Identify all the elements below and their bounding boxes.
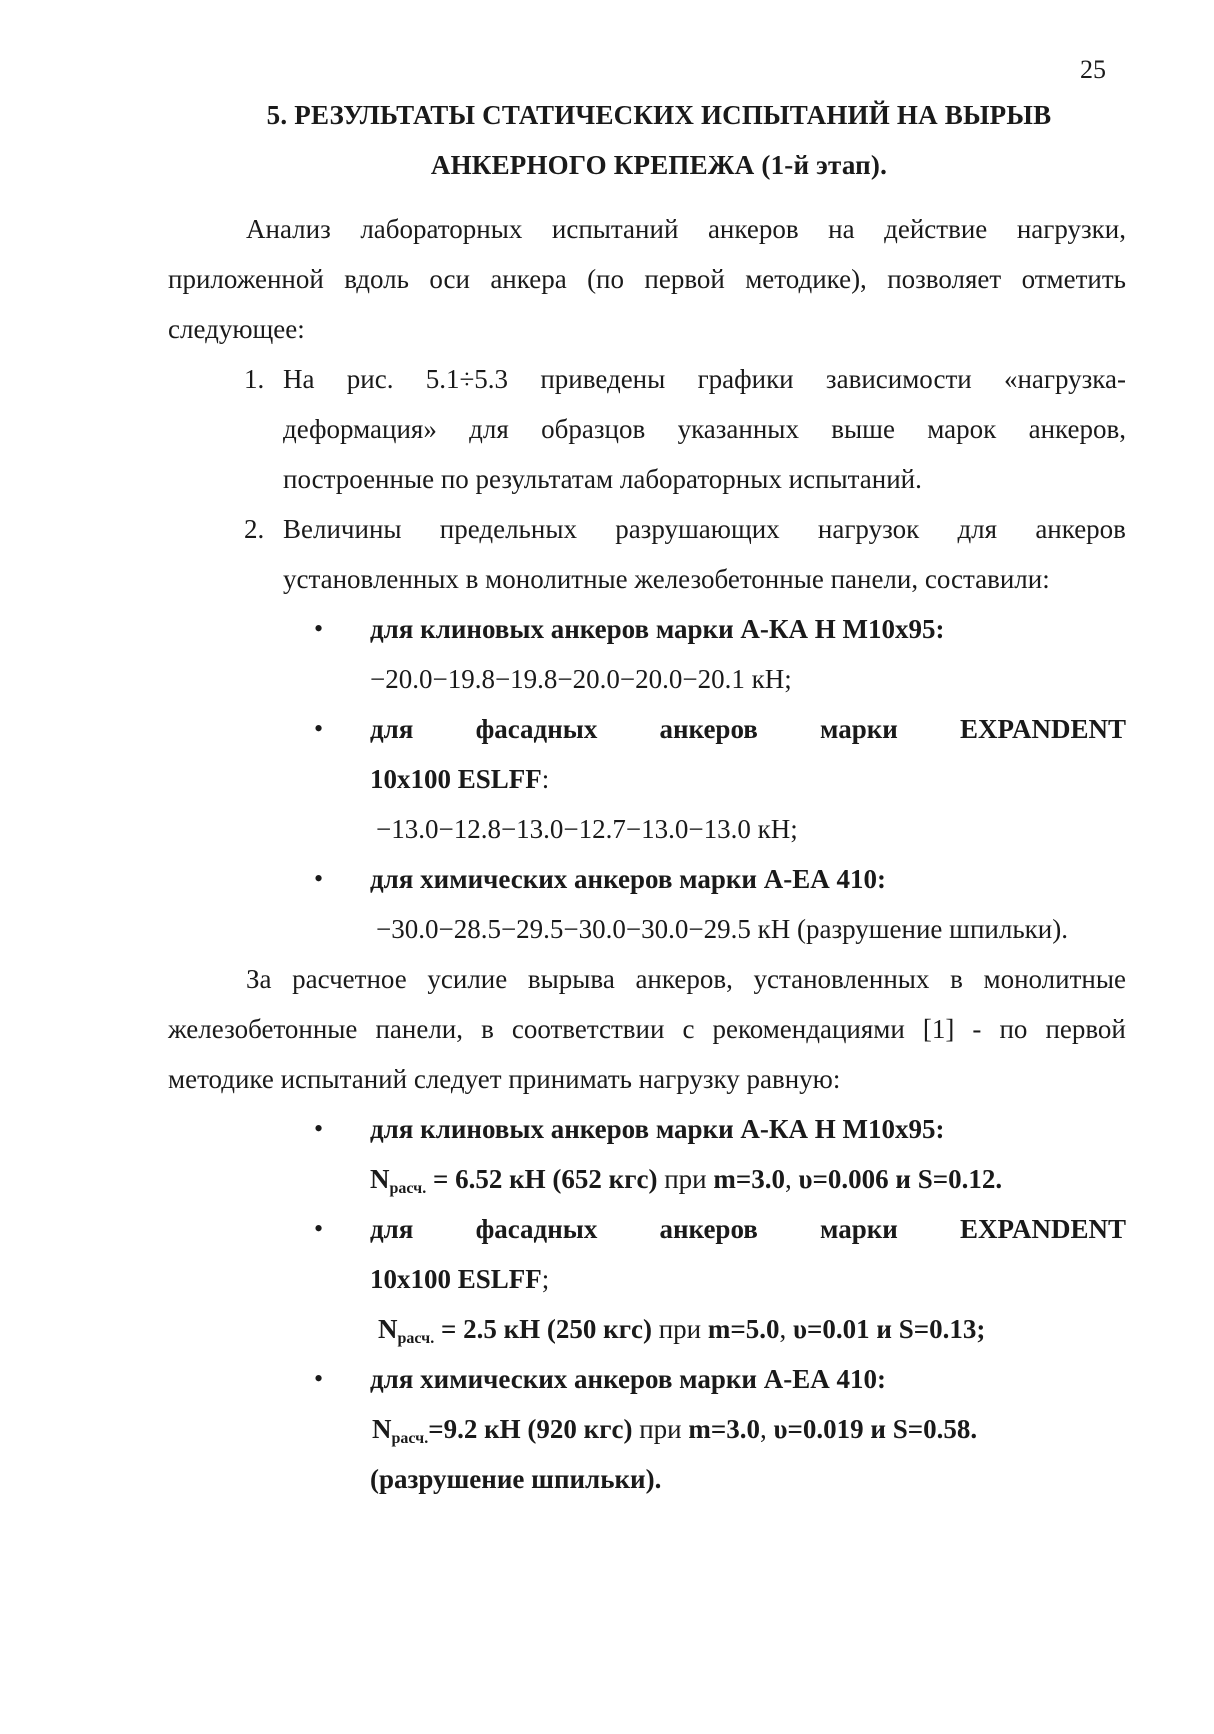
calc-bullet2-title-line1: для фасадных анкеров марки EXPANDENT xyxy=(370,1214,1126,1244)
section-title-line1: 5. РЕЗУЛЬТАТЫ СТАТИЧЕСКИХ ИСПЫТАНИЙ НА ВЫРЫВ xyxy=(266,100,1052,130)
bullet-symbol: • xyxy=(314,1214,324,1243)
bullet1-title: для клиновых анкеров марки А-КА Н М10х95: xyxy=(370,614,945,644)
para2-line2: железобетонные панели, в соответствии с рекомендациями [1] - по первой xyxy=(168,1014,1126,1044)
item2-line1: Величины предельных разрушающих нагрузок для анкеров xyxy=(283,514,1126,544)
para2-line1: За расчетное усилие вырыва анкеров, установленных в монолитные xyxy=(246,964,1126,994)
calc-bullet3-value: $N_{расч.}=9.2$ кН (920 кгс) при m=3.0, υ=0.019 и S=0.58. xyxy=(372,1414,978,1447)
item1-line2: деформация» для образцов указанных выше марок анкеров, xyxy=(283,414,1126,444)
bullet2-title-line1: для фасадных анкеров марки EXPANDENT xyxy=(370,714,1126,744)
item1-line1: На рис. 5.1÷5.3 приведены графики зависимости «нагрузка- xyxy=(283,364,1126,394)
bullet2-values: −13.0−12.8−13.0−12.7−13.0−13.0 кН; xyxy=(376,814,798,844)
item2-number: 2. xyxy=(244,514,265,544)
bullet-symbol: • xyxy=(314,714,324,743)
bullet3-values: −30.0−28.5−29.5−30.0−30.0−29.5 кН (разрушение шпильки). xyxy=(376,914,1068,944)
bullet-symbol: • xyxy=(314,864,324,893)
calc-bullet1-value: $N_{расч.} = 6.52$ кН (652 кгс) при m=3.0, υ=0.006 и S=0.12. xyxy=(370,1164,1003,1197)
intro-line3: следующее: xyxy=(168,314,305,344)
para2-line3: методике испытаний следует принимать нагрузку равную: xyxy=(168,1064,841,1094)
calc-bullet3-note: (разрушение шпильки). xyxy=(370,1464,662,1494)
bullet2-title-line2: 10х100 ESLFF: xyxy=(370,764,550,794)
section-title-line2: АНКЕРНОГО КРЕПЕЖА (1-й этап). xyxy=(430,150,888,180)
bullet3-title: для химических анкеров марки А-ЕА 410: xyxy=(370,864,886,894)
bullet-symbol: • xyxy=(314,614,324,643)
calc-bullet2-title-line2: 10х100 ESLFF; xyxy=(370,1264,550,1294)
intro-line1: Анализ лабораторных испытаний анкеров на действие нагрузки, xyxy=(246,214,1126,244)
bullet-symbol: • xyxy=(314,1364,324,1393)
item1-number: 1. xyxy=(244,364,265,394)
bullet-symbol: • xyxy=(314,1114,324,1143)
bullet1-values: −20.0−19.8−19.8−20.0−20.0−20.1 кН; xyxy=(370,664,792,694)
calc-bullet3-title: для химических анкеров марки А-ЕА 410: xyxy=(370,1364,886,1394)
page-number: 25 xyxy=(1080,55,1106,84)
item1-line3: построенные по результатам лабораторных испытаний. xyxy=(283,464,922,494)
calc-bullet1-title: для клиновых анкеров марки А-КА Н М10х95: xyxy=(370,1114,945,1144)
intro-line2: приложенной вдоль оси анкера (по первой методике), позволяет отметить xyxy=(168,264,1126,294)
calc-bullet2-value: $N_{расч.} = 2.5$ кН (250 кгс) при m=5.0, υ=0.01 и S=0.13; xyxy=(378,1314,986,1347)
item2-line2: установленных в монолитные железобетонные панели, составили: xyxy=(283,564,1050,594)
